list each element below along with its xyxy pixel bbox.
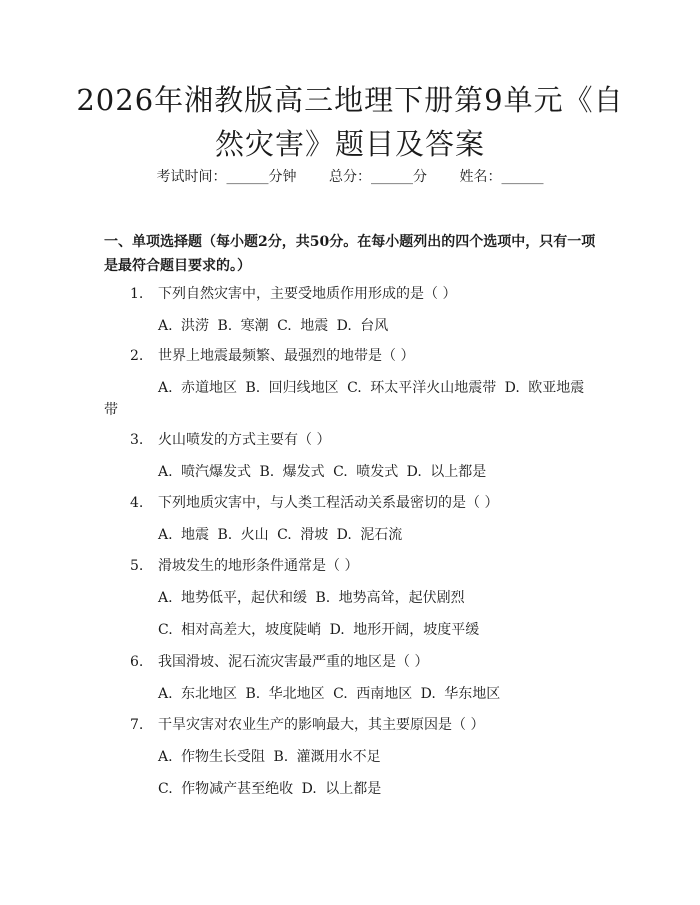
question-stem	[104, 429, 596, 451]
question-options	[104, 461, 596, 483]
question-number: 2.	[130, 348, 144, 364]
option-line: C. 相对高差大，坡度陡峭 D. 地形开阔，坡度平缓	[158, 622, 480, 638]
option-line: A. 地震 B. 火山 C. 滑坡 D. 泥石流	[158, 527, 403, 543]
question-number: 7.	[130, 717, 144, 733]
question-text: 我国滑坡、泥石流灾害最严重的地区是（ ）	[158, 654, 429, 670]
question-stem	[104, 492, 596, 514]
student-name-field: 姓名：______	[459, 169, 544, 185]
question-stem	[104, 345, 596, 367]
question-4	[104, 492, 596, 546]
question-stem	[104, 714, 596, 736]
question-number: 5.	[130, 558, 144, 574]
question-stem	[104, 651, 596, 673]
question-5	[104, 555, 596, 641]
option-line: A. 地势低平，起伏和缓 B. 地势高耸，起伏剧烈	[158, 590, 465, 606]
question-number: 3.	[130, 432, 144, 448]
question-text: 火山喷发的方式主要有（ ）	[158, 432, 331, 448]
question-options	[104, 315, 596, 337]
total-score-field: 总分：______分	[329, 169, 427, 185]
question-options	[104, 587, 596, 641]
question-stem	[104, 283, 596, 305]
question-options	[104, 377, 596, 421]
question-1	[104, 283, 596, 337]
option-line: C. 作物减产甚至绝收 D. 以上都是	[158, 781, 382, 797]
option-line: A. 洪涝 B. 寒潮 C. 地震 D. 台风	[158, 318, 389, 334]
question-text: 滑坡发生的地形条件通常是（ ）	[158, 558, 359, 574]
question-text: 干旱灾害对农业生产的影响最大，其主要原因是（ ）	[158, 717, 485, 733]
question-number: 6.	[130, 654, 144, 670]
exam-time-field: 考试时间：______分钟	[156, 169, 297, 185]
question-text: 世界上地震最频繁、最强烈的地带是（ ）	[158, 348, 415, 364]
section-heading: 一、单项选择题（每小题2分，共50分。在每小题列出的四个选项中，只有一项是最符合题目要求的。）	[104, 234, 596, 274]
question-text: 下列自然灾害中，主要受地质作用形成的是（ ）	[158, 286, 457, 302]
question-options	[104, 683, 596, 705]
option-line: A. 东北地区 B. 华北地区 C. 西南地区 D. 华东地区	[158, 686, 501, 702]
question-options	[104, 524, 596, 546]
exam-info-line	[0, 166, 700, 188]
option-line: A. 作物生长受阻 B. 灌溉用水不足	[158, 749, 381, 765]
question-7	[104, 714, 596, 800]
question-options	[104, 746, 596, 800]
question-number: 1.	[130, 286, 144, 302]
question-6	[104, 651, 596, 705]
question-text: 下列地质灾害中，与人类工程活动关系最密切的是（ ）	[158, 495, 499, 511]
question-number: 4.	[130, 495, 144, 511]
document-title: 2026年湘教版高三地理下册第9单元《自然灾害》题目及答案	[76, 83, 624, 161]
option-line: A. 赤道地区 B. 回归线地区 C. 环太平洋火山地震带 D. 欧亚地震带	[104, 380, 585, 418]
question-3	[104, 429, 596, 483]
question-stem	[104, 555, 596, 577]
question-2	[104, 345, 596, 421]
option-line: A. 喷汽爆发式 B. 爆发式 C. 喷发式 D. 以上都是	[158, 464, 487, 480]
